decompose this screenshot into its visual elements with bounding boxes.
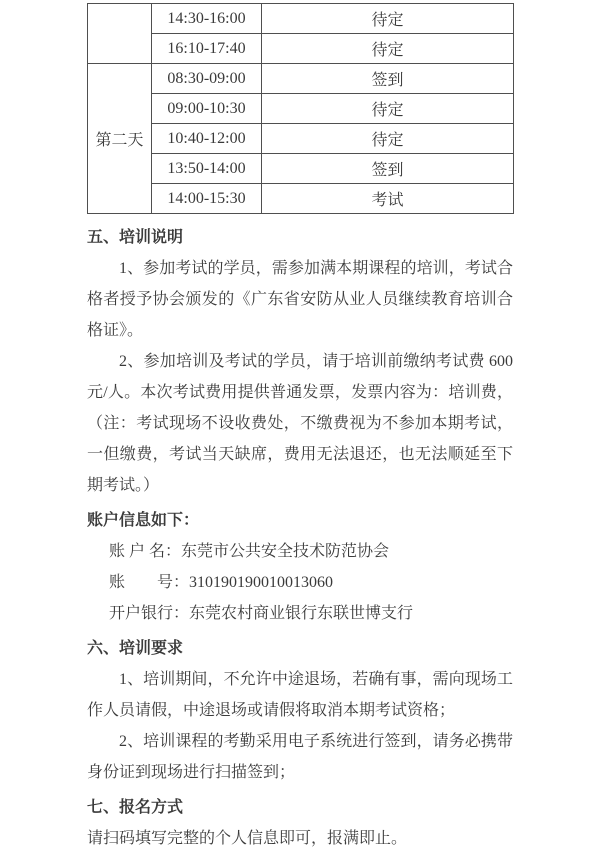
day-cell: 第二天 [88, 64, 152, 214]
paragraph-training-notes-1: 1、参加考试的学员，需参加满本期课程的培训，考试合格者授予协会颁发的《广东省安防从业人员继续教育培训合格证》。 [87, 260, 513, 339]
account-bank-line: 开户银行：东莞农村商业银行东联世博支行 [109, 605, 414, 622]
document-body [87, 222, 513, 854]
section-heading-training-requirements: 六、培训要求 [87, 640, 184, 657]
table-row [88, 94, 514, 124]
day-cell [88, 4, 152, 64]
paragraph-training-notes-2: 2、参加培训及考试的学员，请于培训前缴纳考试费 600 元/人。本次考试费用提供普通发票，发票内容为：培训费，（注：考试现场不设收费处，不缴费视为不参加本期考试，一但缴费，考试当天缺席，费用无法退还，也无法顺延至下期考试。） [87, 353, 513, 494]
document-page [87, 3, 513, 854]
time-cell: 10:40-12:00 [152, 124, 262, 154]
table-row [88, 154, 514, 184]
schedule-table [87, 3, 514, 214]
table-row [88, 184, 514, 214]
section-heading-training-notes: 五、培训说明 [87, 229, 184, 246]
activity-cell: 签到 [262, 154, 514, 184]
paragraph-training-requirements-2: 2、培训课程的考勤采用电子系统进行签到，请务必携带身份证到现场进行扫描签到； [87, 733, 513, 781]
table-row [88, 124, 514, 154]
table-row [88, 64, 514, 94]
account-info-heading: 账户信息如下： [87, 512, 200, 529]
time-cell: 14:00-15:30 [152, 184, 262, 214]
section-heading-registration: 七、报名方式 [87, 799, 184, 816]
activity-cell: 考试 [262, 184, 514, 214]
activity-cell: 待定 [262, 124, 514, 154]
activity-cell: 签到 [262, 64, 514, 94]
table-row [88, 34, 514, 64]
time-cell: 09:00-10:30 [152, 94, 262, 124]
account-name-line: 账 户 名：东莞市公共安全技术防范协会 [109, 543, 390, 560]
activity-cell: 待定 [262, 34, 514, 64]
activity-cell: 待定 [262, 4, 514, 34]
paragraph-registration-1: 请扫码填写完整的个人信息即可，报满即止。 [87, 830, 408, 847]
time-cell: 13:50-14:00 [152, 154, 262, 184]
account-number-line: 账 号：310190190010013060 [109, 574, 334, 591]
activity-cell: 待定 [262, 94, 514, 124]
time-cell: 08:30-09:00 [152, 64, 262, 94]
table-row [88, 4, 514, 34]
time-cell: 16:10-17:40 [152, 34, 262, 64]
time-cell: 14:30-16:00 [152, 4, 262, 34]
paragraph-training-requirements-1: 1、培训期间，不允许中途退场，若确有事，需向现场工作人员请假，中途退场或请假将取消本期考试资格； [87, 671, 513, 719]
